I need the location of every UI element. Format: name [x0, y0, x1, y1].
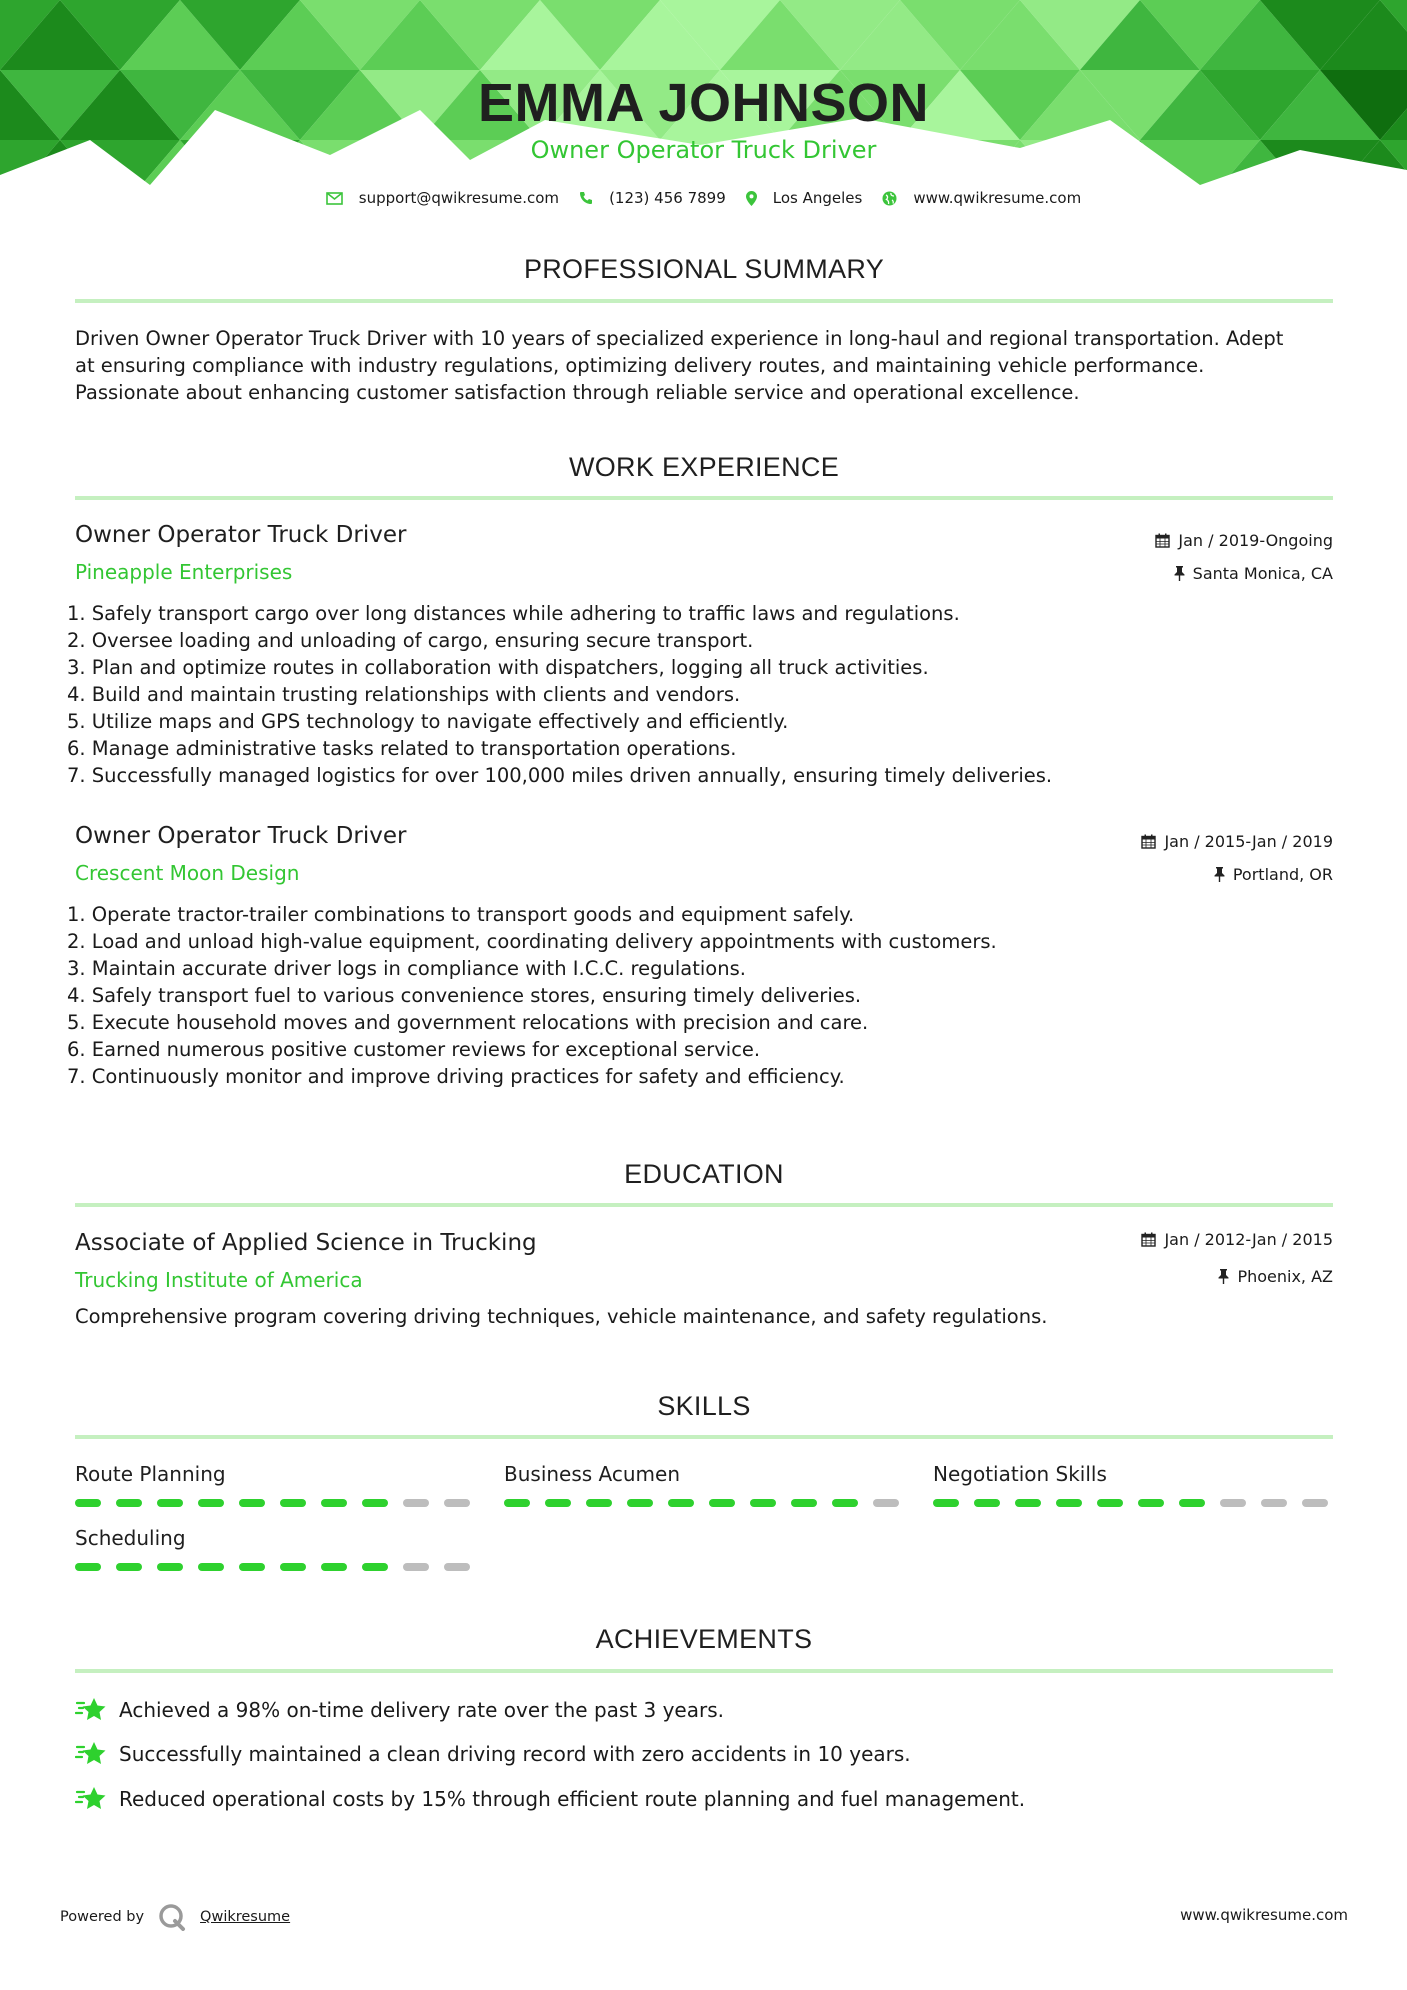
- skill-dash-filled: [974, 1499, 1000, 1507]
- contact-phone[interactable]: [579, 189, 726, 207]
- job-responsibilities: [67, 901, 997, 1090]
- skill-dash-filled: [157, 1499, 183, 1507]
- qwikresume-link[interactable]: Qwikresume: [200, 1909, 291, 1925]
- job-dates: [1155, 531, 1333, 550]
- skill-dash-filled: [116, 1499, 142, 1507]
- job-dates: [1141, 832, 1333, 851]
- list-item: 3. Plan and optimize routes in collaboration with dispatchers, logging all truck activities.: [67, 656, 929, 679]
- calendar-icon: [1155, 533, 1170, 548]
- list-item: 7. Continuously monitor and improve driving practices for safety and efficiency.: [67, 1065, 845, 1088]
- candidate-name: EMMA JOHNSON: [477, 73, 930, 133]
- skill-dash-empty: [444, 1499, 470, 1507]
- skill-dash-empty: [1302, 1499, 1328, 1507]
- star-icon: [75, 1695, 107, 1725]
- phone-text: (123) 456 7899: [609, 189, 726, 207]
- website-text: www.qwikresume.com: [913, 189, 1082, 207]
- degree-title: Associate of Applied Science in Trucking: [75, 1230, 537, 1256]
- education-location-text: Phoenix, AZ: [1237, 1267, 1333, 1286]
- skill-dash-filled: [1179, 1499, 1205, 1507]
- achievements-heading: ACHIEVEMENTS: [595, 1624, 813, 1654]
- list-item: 6. Manage administrative tasks related to transportation operations.: [67, 737, 737, 760]
- footer-website-link[interactable]: www.qwikresume.com: [1180, 1906, 1348, 1924]
- skill-dash-filled: [709, 1499, 735, 1507]
- skill-dash-filled: [750, 1499, 776, 1507]
- list-item: 7. Successfully managed logistics for over 100,000 miles driven annually, ensuring timely deliveries.: [67, 764, 1053, 787]
- skill-dash-filled: [668, 1499, 694, 1507]
- list-item: 2. Oversee loading and unloading of cargo, ensuring secure transport.: [67, 629, 754, 652]
- location-text: Los Angeles: [772, 189, 863, 207]
- skill-dash-filled: [1097, 1499, 1123, 1507]
- education-dates-text: Jan / 2012-Jan / 2015: [1164, 1230, 1333, 1249]
- skill-dash-filled: [198, 1563, 224, 1571]
- star-icon: [75, 1739, 107, 1769]
- skill-dash-filled: [239, 1563, 265, 1571]
- email-text: support@qwikresume.com: [358, 189, 560, 207]
- phone-icon: [579, 191, 593, 205]
- skill-dash-filled: [504, 1499, 530, 1507]
- skill-dash-filled: [362, 1499, 388, 1507]
- job-title: Owner Operator Truck Driver: [75, 823, 407, 849]
- job-title: Owner Operator Truck Driver: [75, 522, 407, 548]
- achievement-text: Reduced operational costs by 15% through efficient route planning and fuel management.: [119, 1787, 1026, 1811]
- calendar-icon: [1141, 834, 1156, 849]
- achievement-text: Successfully maintained a clean driving record with zero accidents in 10 years.: [119, 1742, 911, 1766]
- skill-name: Scheduling: [75, 1526, 186, 1550]
- envelope-icon: [326, 192, 343, 205]
- skills-divider: [75, 1435, 1333, 1439]
- calendar-icon: [1141, 1232, 1156, 1247]
- footer-powered-by: [60, 1903, 290, 1931]
- skill-dash-filled: [1015, 1499, 1041, 1507]
- summary-heading: PROFESSIONAL SUMMARY: [523, 254, 885, 284]
- skill-dash-filled: [198, 1499, 224, 1507]
- skill-dash-filled: [280, 1563, 306, 1571]
- summary-divider: [75, 299, 1333, 303]
- job-dates-text: Jan / 2019-Ongoing: [1178, 531, 1333, 550]
- list-item: 5. Utilize maps and GPS technology to navigate effectively and efficiently.: [67, 710, 789, 733]
- skill-dash-filled: [791, 1499, 817, 1507]
- job-location-text: Portland, OR: [1232, 865, 1333, 884]
- job-company: Pineapple Enterprises: [75, 560, 293, 584]
- skill-dash-filled: [933, 1499, 959, 1507]
- achievement-item: [75, 1784, 1025, 1814]
- job-dates-text: Jan / 2015-Jan / 2019: [1164, 832, 1333, 851]
- education-dates: [1141, 1230, 1333, 1249]
- list-item: 2. Load and unload high-value equipment, coordinating delivery appointments with customers.: [67, 930, 997, 953]
- education-divider: [75, 1203, 1333, 1207]
- qwikresume-logo-icon: [158, 1903, 186, 1931]
- contact-bar: [0, 189, 1407, 207]
- skill-dash-filled: [627, 1499, 653, 1507]
- skill-dash-filled: [1138, 1499, 1164, 1507]
- pushpin-icon: [1214, 867, 1225, 882]
- skill-rating: [75, 1563, 485, 1571]
- school-name: Trucking Institute of America: [75, 1268, 363, 1292]
- skill-dash-filled: [362, 1563, 388, 1571]
- skill-dash-filled: [832, 1499, 858, 1507]
- skill-name: Route Planning: [75, 1462, 226, 1486]
- skill-dash-empty: [444, 1563, 470, 1571]
- job-location-text: Santa Monica, CA: [1192, 564, 1333, 583]
- contact-location: [746, 189, 863, 207]
- skill-dash-filled: [280, 1499, 306, 1507]
- skill-name: Negotiation Skills: [933, 1462, 1107, 1486]
- skill-dash-filled: [239, 1499, 265, 1507]
- job-responsibilities: [67, 600, 1052, 789]
- experience-divider: [75, 496, 1333, 500]
- job-location: [1174, 564, 1333, 583]
- skill-dash-empty: [403, 1499, 429, 1507]
- list-item: 4. Safely transport fuel to various convenience stores, ensuring timely deliveries.: [67, 984, 862, 1007]
- skill-dash-empty: [403, 1563, 429, 1571]
- skill-dash-filled: [586, 1499, 612, 1507]
- skill-dash-filled: [545, 1499, 571, 1507]
- skill-dash-filled: [116, 1563, 142, 1571]
- education-description: Comprehensive program covering driving techniques, vehicle maintenance, and safety regulations.: [75, 1305, 1048, 1328]
- list-item: 6. Earned numerous positive customer reviews for exceptional service.: [67, 1038, 761, 1061]
- skill-dash-filled: [321, 1563, 347, 1571]
- skill-rating: [504, 1499, 914, 1507]
- skill-dash-filled: [321, 1499, 347, 1507]
- job-company: Crescent Moon Design: [75, 861, 300, 885]
- skill-dash-empty: [1261, 1499, 1287, 1507]
- summary-line: Driven Owner Operator Truck Driver with 10 years of specialized experience in long-haul and regional transportation. Adept: [75, 327, 1284, 350]
- skills-heading: SKILLS: [657, 1391, 751, 1421]
- contact-email[interactable]: [326, 189, 559, 207]
- skill-name: Business Acumen: [504, 1462, 681, 1486]
- list-item: 5. Execute household moves and government relocations with precision and care.: [67, 1011, 869, 1034]
- skill-dash-empty: [1220, 1499, 1246, 1507]
- skill-dash-empty: [873, 1499, 899, 1507]
- candidate-title: Owner Operator Truck Driver: [530, 136, 877, 164]
- list-item: 4. Build and maintain trusting relationships with clients and vendors.: [67, 683, 741, 706]
- contact-website[interactable]: [882, 189, 1081, 207]
- achievement-item: [75, 1739, 911, 1769]
- list-item: 1. Safely transport cargo over long distances while adhering to traffic laws and regulations.: [67, 602, 960, 625]
- summary-text: [75, 325, 1333, 406]
- star-icon: [75, 1784, 107, 1814]
- summary-line: Passionate about enhancing customer satisfaction through reliable service and operational excellence.: [75, 381, 1080, 404]
- job-location: [1214, 865, 1333, 884]
- education-heading: EDUCATION: [624, 1159, 784, 1189]
- skill-rating: [933, 1499, 1343, 1507]
- education-location: [1218, 1267, 1333, 1286]
- pushpin-icon: [1218, 1269, 1229, 1284]
- skill-dash-filled: [75, 1563, 101, 1571]
- pushpin-icon: [1174, 566, 1185, 581]
- globe-icon: [882, 191, 897, 206]
- experience-heading: WORK EXPERIENCE: [568, 452, 840, 482]
- summary-line: at ensuring compliance with industry regulations, optimizing delivery routes, and maintaining vehicle performance.: [75, 354, 1205, 377]
- achievement-item: [75, 1695, 724, 1725]
- skill-dash-filled: [75, 1499, 101, 1507]
- map-pin-icon: [746, 191, 757, 206]
- list-item: 1. Operate tractor-trailer combinations to transport goods and equipment safely.: [67, 903, 855, 926]
- achievements-divider: [75, 1669, 1333, 1673]
- achievement-text: Achieved a 98% on-time delivery rate over the past 3 years.: [119, 1698, 724, 1722]
- skill-dash-filled: [157, 1563, 183, 1571]
- powered-by-label: Powered by: [60, 1909, 145, 1925]
- skill-dash-filled: [1056, 1499, 1082, 1507]
- skill-rating: [75, 1499, 485, 1507]
- list-item: 3. Maintain accurate driver logs in compliance with I.C.C. regulations.: [67, 957, 746, 980]
